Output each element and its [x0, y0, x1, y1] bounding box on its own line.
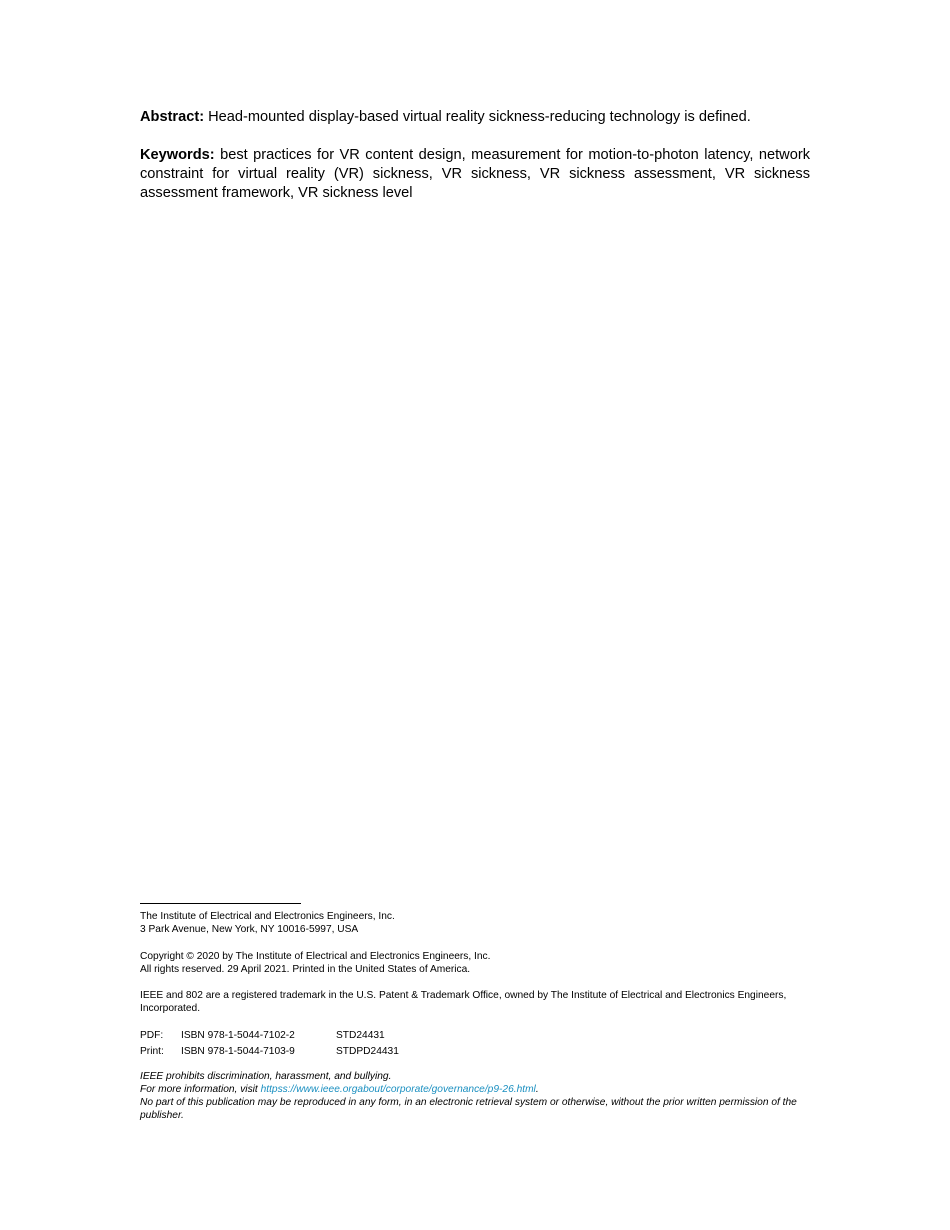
- isbn-code: STDPD24431: [336, 1046, 399, 1057]
- discrimination-notice: IEEE prohibits discrimination, harassment, and bullying.: [140, 1071, 392, 1082]
- footnote-rule: [140, 903, 301, 904]
- isbn-number: ISBN 978-1-5044-7103-9: [181, 1046, 295, 1057]
- publisher-address: [140, 910, 820, 936]
- keywords-text: best practices for VR content design, measurement for motion-to-photon latency, network constraint for virtual reality (VR) sickness, VR sickness, VR sickness assessment, VR sickness assessment framework, VR sickness level: [140, 147, 810, 201]
- isbn-type: Print:: [140, 1046, 164, 1057]
- abstract: [140, 108, 810, 127]
- keywords-label: Keywords:: [140, 147, 215, 163]
- legal-notices: [140, 1070, 820, 1122]
- copyright-line: Copyright © 2020 by The Institute of Electrical and Electronics Engineers, Inc.: [140, 951, 491, 962]
- abstract-label: Abstract:: [140, 109, 205, 125]
- address-line: 3 Park Avenue, New York, NY 10016-5997, USA: [140, 924, 359, 935]
- isbn-row: [140, 1028, 820, 1044]
- copyright: [140, 950, 820, 976]
- copyright-line: All rights reserved. 29 April 2021. Printed in the United States of America.: [140, 964, 471, 975]
- abstract-text: Head-mounted display-based virtual reality sickness-reducing technology is defined.: [204, 109, 751, 125]
- keywords: [140, 146, 810, 203]
- trademark-notice: IEEE and 802 are a registered trademark in the U.S. Patent & Trademark Office, owned by The Institute of Electrical and Electronics Engineers, Incorporated.: [140, 990, 787, 1014]
- info-notice: [140, 1083, 820, 1096]
- info-prefix: For more information, visit: [140, 1084, 261, 1095]
- reproduction-notice: No part of this publication may be reproduced in any form, in an electronic retrieval system or otherwise, without the prior written permission of the publisher.: [140, 1097, 797, 1121]
- isbn-row: [140, 1044, 820, 1060]
- isbn-type: PDF:: [140, 1030, 164, 1041]
- isbn-code: STD24431: [336, 1030, 385, 1041]
- isbn-number: ISBN 978-1-5044-7102-2: [181, 1030, 295, 1041]
- address-line: The Institute of Electrical and Electronics Engineers, Inc.: [140, 911, 395, 922]
- governance-link[interactable]: httpss://www.ieee.orgabout/corporate/governance/p9-26.html: [260, 1084, 536, 1095]
- info-suffix: .: [535, 1084, 539, 1095]
- isbn-table: [140, 1028, 820, 1060]
